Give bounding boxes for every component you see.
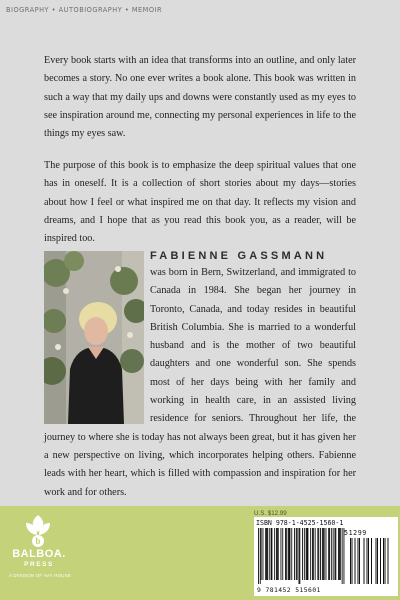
barcode-number: 9 781452 515601 <box>257 586 321 594</box>
price-label: U.S. $12.99 <box>254 510 287 517</box>
publisher-sub: PRESS <box>24 561 54 568</box>
balboa-logo-icon <box>24 514 52 548</box>
publisher-name: BALBOA. <box>12 548 66 560</box>
photo-wrap-spacer <box>44 264 150 427</box>
intro-paragraph: Every book starts with an idea that transforms into an outline, and only later becomes a story. No one ever writes a book alone. This book was written in such a way that my daily ups and downs were constantly used as my eyes to see inspiration around me, connecting my personal experiences in life to the things my eyes saw. <box>44 55 356 140</box>
purpose-paragraph: The purpose of this book is to emphasize the deep spiritual values that one has in oneself. It is a collection of short stories about my days—stories about how I feel or what inspired me on that day. It reflects my vision and dreams, and I hope that as you read this book you, as a reader, will be inspired too. <box>44 160 356 245</box>
barcode-bars <box>256 528 396 586</box>
svg-text:b: b <box>35 536 41 546</box>
author-bio: was born in Bern, Switzerland, and immigrated to Canada in 1984. She began her journey in Toronto, Canada, and today resides in beautiful British Columbia. She is married to a wonderful husband and is the mother of two beautiful daughters and one wonderful son. She spends most of her days being with her family and working in health care, in an assisted living residence for seniors. Throughout her life, the journey to where she is today has not always been great, but it has given her a new perspective on living, which incorporates helping others. Fabienne leads with her heart, which is filled with compassion and inspiration for her work and for others. <box>44 267 356 498</box>
author-name: FABIENNE GASSMANN <box>150 250 328 262</box>
addon-number: 51299 <box>344 529 367 537</box>
author-bio-block <box>44 264 356 502</box>
publisher-tagline: A DIVISION OF HAY HOUSE <box>9 573 71 578</box>
isbn-label: ISBN 978-1-4525-1560-1 <box>256 519 344 527</box>
category-label: BIOGRAPHY • AUTOBIOGRAPHY • MEMOIR <box>6 6 163 14</box>
